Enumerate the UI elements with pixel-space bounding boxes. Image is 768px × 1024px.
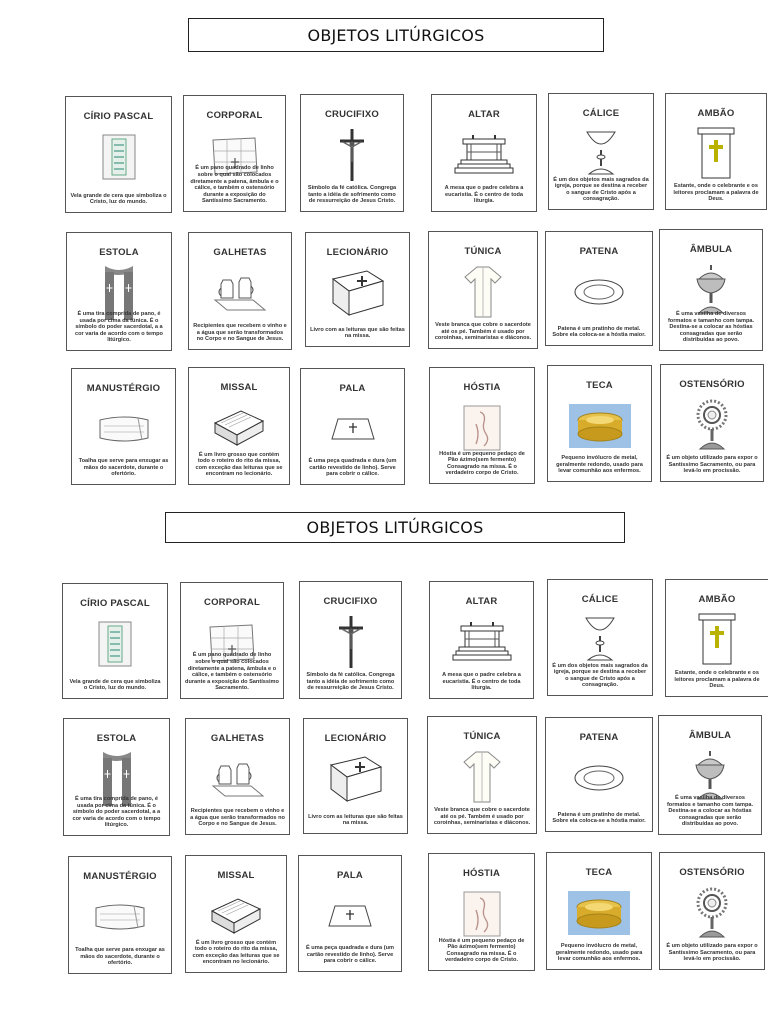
card-tunic [427,716,537,834]
card-title: MANUSTÉRGIO [83,871,157,882]
card-description: Vela grande de cera que simboliza o Cristo, luz do mundo. [69,678,161,692]
card-description: Vela grande de cera que simboliza o Cristo, luz do mundo. [70,192,167,206]
card-title: TÚNICA [463,731,501,742]
card-pall [300,368,405,485]
card-title: ALTAR [468,109,500,120]
cruets-icon [203,751,273,807]
card-description: É um objeto utilizado para expor o Santíssimo Sacramento, ou para levá-lo em procissão. [666,943,758,963]
card-title: PALA [337,870,363,881]
ambo-icon [682,612,752,668]
card-tunic [428,231,538,349]
card-description: A mesa que o padre celebra a eucaristia. É o centro de toda liturgia. [444,185,524,205]
card-paten [545,717,653,832]
card-description: É um livro grosso que contém todo o roteiro do rito da missa, com exceção das leituras que se encontram no lecionário. [192,939,280,966]
card-description: Símbolo da fé católica. Congrega tanto a idéia de sofrimento como de ressurreição de Jesus Cristo. [307,185,397,205]
card-towel [68,856,172,974]
card-towel [71,368,176,485]
towel-icon [89,401,159,457]
card-description: Estante, onde o celebrante e os leitores proclamam a palavra de Deus. [674,670,760,690]
card-crucifix [299,581,402,699]
card-title: MISSAL [217,870,255,881]
card-title: MANUSTÉRGIO [86,383,161,394]
card-pyx [546,852,652,970]
lectionary-book-icon [323,265,393,321]
card-description: É uma vasilha de diversos formatos e tamanho com tampa. Destina-se a colocar as hóstias consagradas que serão distribuídas ao povo. [667,311,755,344]
card-title: PATENA [579,246,619,257]
card-candle [65,96,172,213]
card-title: LECIONÁRIO [324,733,387,744]
chalice-icon [566,126,636,182]
card-description: Veste branca que cobre o sacerdote até os pé. Também é usado por coroinhas, seminaristas e diáconos. [434,322,532,342]
card-title: PALA [339,383,366,394]
card-description: É uma peça quadrada e dura (um cartão revestido de linho). Serve para cobrir o cálice. [308,458,397,478]
card-description: É um dos objetos mais sagrados da igreja, porque se destina a receber o sangue de Cristo após a consagração. [553,176,649,203]
card-title: CRUCIFIXO [323,596,378,607]
card-monstrance [659,852,765,970]
card-title: CRUCIFIXO [324,109,380,120]
card-description: Toalha que serve para enxugar as mãos do sacerdote, durante o ofertório. [78,458,169,478]
pyx-icon [564,885,634,941]
card-title: CÁLICE [581,594,619,605]
card-description: Patena é um pratinho de metal. Sobre ela coloca-se a hóstia maior. [552,811,646,825]
card-ciborium [659,229,763,351]
card-candle [62,583,168,699]
altar-icon [447,614,517,670]
paten-icon [564,264,634,320]
paten-icon [564,750,634,806]
card-pall [298,855,402,972]
card-host [428,853,535,971]
card-lectionary-book [305,232,410,347]
card-description: É uma vasilha de diversos formatos e tamanho com tampa. Destina-se a colocar as hóstias consagradas que serão distribuídas ao povo. [666,795,754,828]
card-title: ALTAR [465,596,498,607]
card-pyx [547,365,652,482]
crucifix-icon [316,614,386,670]
pall-icon [318,401,388,457]
card-description: É um pano quadrado de linho sobre o qual são colocados diretamente a patena, âmbula e o cálice, e também o ostensório durante a exposição do Santíssimo Sacramento. [185,652,279,692]
crucifix-icon [317,127,387,183]
card-ambo [665,93,767,210]
card-description: A mesa que o padre celebra a eucaristia. É o centro de toda liturgia. [442,672,521,692]
card-crucifix [300,94,404,212]
cruets-icon [205,265,275,321]
pall-icon [315,888,385,944]
card-description: Livro com as leituras que são feitas na missa. [308,813,403,827]
card-description: Recipientes que recebem o vinho e a água que serão transformados no Corpo e no Sangue de Jesus. [190,808,285,828]
ciborium-icon [676,262,746,318]
missal-book-icon [204,400,274,456]
card-description: É uma peça quadrada e dura (um cartão revestido de linho). Serve para cobrir o cálice. [306,945,394,965]
tunic-icon [448,264,518,320]
card-description: Estante, onde o celebrante e os leitores proclamam a palavra de Deus. [673,183,759,203]
card-corporal-cloth [183,95,286,212]
card-description: Pequeno invólucro de metal, geralmente redondo, usado para levar comunhão aos enfermos. [555,943,643,963]
card-title: TECA [585,867,613,878]
card-title: ÂMBULA [689,244,733,255]
card-title: OSTENSÓRIO [679,379,745,390]
card-title: ESTOLA [99,247,139,258]
pyx-icon [565,398,635,454]
card-title: HÓSTIA [463,382,501,393]
card-altar [431,94,537,212]
card-title: MISSAL [220,382,258,393]
card-description: Livro com as leituras que são feitas na missa. [310,326,405,340]
card-title: LECIONÁRIO [326,247,389,258]
card-title: CORPORAL [206,110,263,121]
card-title: CÍRIO PASCAL [80,598,150,609]
card-ciborium [658,715,762,835]
chalice-icon [565,612,635,668]
sheet-2-title: OBJETOS LITÚRGICOS [165,512,625,543]
card-title: CÁLICE [582,108,620,119]
card-title: TECA [586,380,613,391]
card-title: GALHETAS [210,733,265,744]
card-description: Toalha que serve para enxugar as mãos do sacerdote, durante o ofertório. [75,947,165,967]
host-icon [447,886,517,942]
card-title: HÓSTIA [462,868,501,879]
card-stole [66,232,172,351]
card-title: CÍRIO PASCAL [83,111,154,122]
card-title: CORPORAL [204,597,260,608]
altar-icon [449,127,519,183]
card-missal-book [185,855,287,973]
card-description: Patena é um pratinho de metal. Sobre ela coloca-se a hóstia maior. [552,325,646,339]
card-host [429,367,535,484]
card-monstrance [660,364,764,482]
card-stole [63,718,170,836]
missal-book-icon [201,888,271,944]
monstrance-icon [677,397,747,453]
card-description: Veste branca que cobre o sacerdote até os pé. Também é usado por coroinhas, seminaristas e diáconos. [433,807,531,827]
card-title: AMBÃO [697,108,735,119]
card-missal-book [188,367,290,485]
card-description: É um objeto utilizado para expor o Santíssimo Sacramento, ou para levá-lo em procissão. [666,455,758,475]
card-description: Símbolo da fé católica. Congrega tanto a idéia de sofrimento como de ressurreição de Jesus Cristo. [306,672,395,692]
card-ambo [665,579,768,697]
tunic-icon [447,749,517,805]
monstrance-icon [677,885,747,941]
card-cruets [188,232,292,350]
card-title: AMBÃO [698,594,736,605]
candle-icon [80,616,150,672]
card-chalice [548,93,654,210]
card-title: OSTENSÓRIO [679,867,745,878]
card-description: É uma tira comprida de pano, é usada por cima da túnica. É o símbolo do poder sacerdotal, a a cor varia de acordo com o tempo litúrgico. [72,796,161,829]
towel-icon [85,889,155,945]
card-title: ESTOLA [96,733,137,744]
card-description: É um livro grosso que contém todo o roteiro do rito da missa, com exceção das leituras que se encontram no lecionário. [195,451,283,478]
card-description: Hóstia é um pequeno pedaço de Pão ázimo(sem fermento) Consagrado na missa. É o verdadeiro corpo de Cristo. [438,937,525,964]
card-title: GALHETAS [213,247,267,258]
card-description: Hóstia é um pequeno pedaço de Pão ázimo(sem fermento) Consagrado na missa. É o verdadeiro corpo de Cristo. [439,450,525,477]
card-description: É um pano quadrado de linho sobre o qual são colocados diretamente a patena, âmbula e o cálice, e também o ostensório durante a exposição do Santíssimo Sacramento. [190,165,279,205]
host-icon [447,400,517,456]
sheet-1-title: OBJETOS LITÚRGICOS [188,18,604,52]
card-chalice [547,579,653,696]
card-title: ÂMBULA [688,730,732,741]
card-altar [429,581,534,699]
card-paten [545,231,653,346]
ambo-icon [681,126,751,182]
lectionary-book-icon [321,751,391,807]
card-title: PATENA [579,732,619,743]
card-cruets [185,718,290,835]
card-description: É uma tira comprida de pano, é usada por cima da túnica. É o símbolo do poder sacerdotal, a a cor varia de acordo com o tempo litúrgico. [75,311,163,344]
card-description: Pequeno invólucro de metal, geralmente redondo, usado para levar comunhão aos enfermos. [556,455,643,475]
candle-icon [84,129,154,185]
card-description: Recipientes que recebem o vinho e a água que serão transformados no Corpo e no Sangue de Jesus. [193,323,287,343]
card-corporal-cloth [180,582,284,699]
card-lectionary-book [303,718,408,834]
card-title: TÚNICA [464,246,502,257]
card-description: É um dos objetos mais sagrados da igreja, porque se destina a receber o sangue de Cristo após a consagração. [552,662,648,689]
